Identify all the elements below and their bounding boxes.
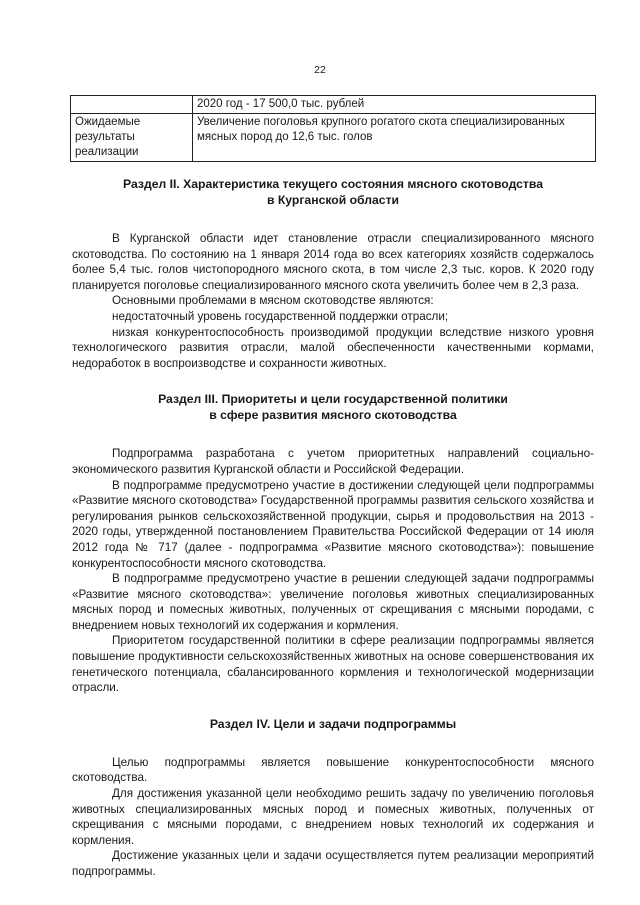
section-title-line: Раздел IV. Цели и задачи подпрограммы <box>209 716 457 731</box>
paragraph: недостаточный уровень государственной поддержки отрасли; <box>112 309 449 323</box>
table-row <box>71 96 596 114</box>
table-cell: Ожидаемые результаты реализации <box>71 114 193 162</box>
table-cell: Увеличение поголовья крупного рогатого скота специализированных мясных пород до 12,6 тыс. голов <box>193 114 596 162</box>
section-title <box>72 716 594 732</box>
page-number: 22 <box>314 64 326 76</box>
table-cell <box>71 96 193 114</box>
table-cell: 2020 год - 17 500,0 тыс. рублей <box>193 96 596 114</box>
section-title-line: Раздел II. Характеристика текущего состояния мясного скотоводства <box>123 177 543 191</box>
section-title <box>72 176 594 208</box>
section-title-line: Раздел III. Приоритеты и цели государственной политики <box>158 392 508 407</box>
section-title <box>72 391 594 423</box>
section-title-line: в Курганской области <box>266 193 400 207</box>
document-body <box>72 176 594 880</box>
paragraph: низкая конкурентоспособность производимой продукции вследствие низкого уровня технологического развития отрасли, малой обеспеченности качественными кормами, недоработок в воспроизводстве и сохранности животных. <box>72 325 594 370</box>
paragraph: Основными проблемами в мясном скотоводстве являются: <box>112 294 434 308</box>
table-row <box>71 114 596 162</box>
paragraph: Подпрограмма разработана с учетом приоритетных направлений социально-экономического развития Курганской области и Российской Федерации. <box>72 447 594 476</box>
paragraph: Целью подпрограммы является повышение конкурентоспособности мясного скотоводства. <box>72 755 594 785</box>
program-passport-table <box>70 95 596 162</box>
section-title-line: в сфере развития мясного скотоводства <box>209 408 457 423</box>
paragraph: В подпрограмме предусмотрено участие в достижении следующей цели подпрограммы «Развитие мясного скотоводства» Государственной программы развития сельского хозяйства и регулирования рынков сельскохозяйственной продукции, сырья и продовольствия на 2013 - 2020 годы, утвержденной постановлением Правительства Российской Федерации от 14 июля 2012 года № 717 (далее - подпрограмма «Развитие мясного скотоводства»): повышение конкурентоспособности мясного скотоводства. <box>72 478 594 570</box>
paragraph: В Курганской области идет становление отрасли специализированного мясного скотоводства. По состоянию на 1 января 2014 года во всех категориях хозяйств содержалось более 5,4 тыс. голов чистопородного мясного скота, в том числе 2,3 тыс. коров. К 2020 году планируется поголовье специализированного мясного скота увеличить более чем в 2,3 раза. <box>72 232 594 292</box>
paragraph: Достижение указанных цели и задачи осуществляется путем реализации мероприятий подпрограммы. <box>72 849 594 878</box>
paragraph: Для достижения указанной цели необходимо решить задачу по увеличению поголовья животных специализированных мясных пород и помесных животных, полученных от скрещивания с мясными породами, с внедрением новых технологий их содержания и кормления. <box>72 787 594 847</box>
paragraph: В подпрограмме предусмотрено участие в решении следующей задачи подпрограммы «Развитие мясного скотоводства»: увеличение поголовья животных специализированных мясных пород и помесных животных, полученных от скрещивания с мясными породами, с внедрением новых технологий их содержания и кормления. <box>72 572 594 632</box>
paragraph: Приоритетом государственной политики в сфере реализации подпрограммы является повышение продуктивности сельскохозяйственных животных на основе совершенствования их генетического потенциала, сбалансированного кормления и технологической модернизации отрасли. <box>72 634 594 695</box>
